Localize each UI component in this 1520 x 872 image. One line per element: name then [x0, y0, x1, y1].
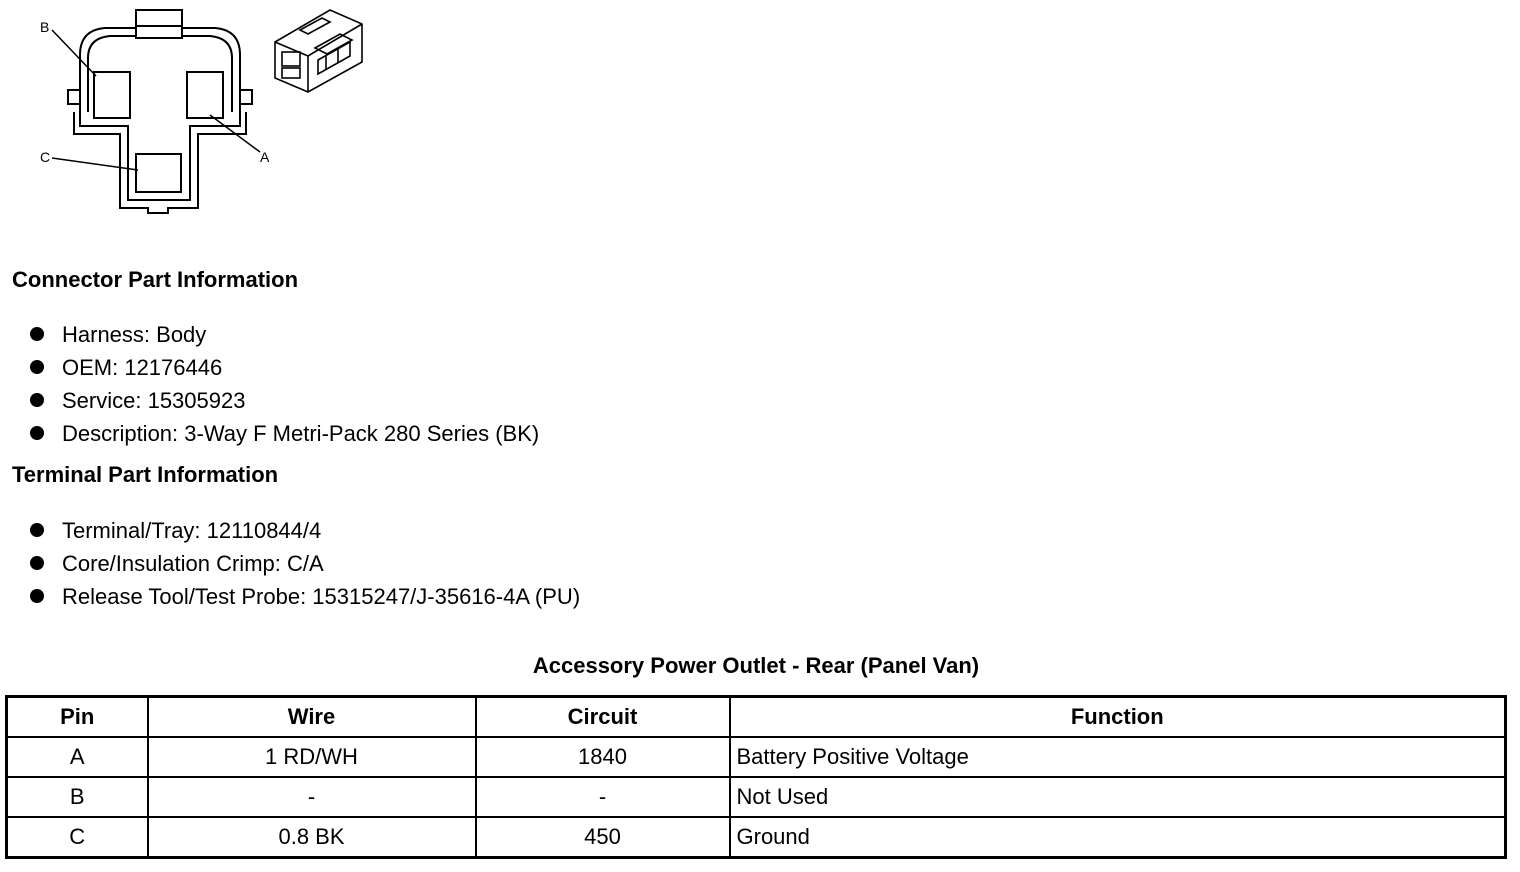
cell-function: Not Used	[730, 777, 1506, 817]
list-item	[30, 547, 580, 580]
header-pin: Pin	[7, 697, 148, 738]
list-item-text: Release Tool/Test Probe: 15315247/J-35616-4A (PU)	[62, 584, 581, 609]
table-row	[7, 777, 1506, 817]
list-item-text: Terminal/Tray: 12110844/4	[62, 518, 322, 543]
cell-wire: 0.8 BK	[148, 817, 476, 858]
cell-wire: -	[148, 777, 476, 817]
header-function: Function	[730, 697, 1506, 738]
cell-circuit: 450	[476, 817, 730, 858]
pinout-table-title: Accessory Power Outlet - Rear (Panel Van)	[532, 653, 980, 678]
callout-b: B	[40, 19, 50, 35]
list-item	[30, 580, 580, 613]
list-item-text: Harness: Body	[62, 322, 207, 347]
header-wire: Wire	[148, 697, 476, 738]
bullet-icon	[30, 327, 44, 341]
list-item	[30, 514, 580, 547]
terminal-part-info-heading: Terminal Part Information	[12, 462, 279, 487]
table-header-row	[7, 697, 1506, 738]
cell-function: Battery Positive Voltage	[730, 737, 1506, 777]
bullet-icon	[30, 589, 44, 603]
callout-a: A	[260, 149, 270, 165]
bullet-icon	[30, 393, 44, 407]
table-row	[7, 817, 1506, 858]
list-item	[30, 417, 539, 450]
callout-c: C	[40, 149, 51, 165]
bullet-icon	[30, 426, 44, 440]
list-item-text: Core/Insulation Crimp: C/A	[62, 551, 324, 576]
cell-circuit: -	[476, 777, 730, 817]
cell-function: Ground	[730, 817, 1506, 858]
list-item	[30, 318, 539, 351]
bullet-icon	[30, 556, 44, 570]
list-item-text: OEM: 12176446	[62, 355, 223, 380]
header-circuit: Circuit	[476, 697, 730, 738]
cell-wire: 1 RD/WH	[148, 737, 476, 777]
list-item	[30, 351, 539, 384]
list-item-text: Description: 3-Way F Metri-Pack 280 Series (BK)	[62, 421, 540, 446]
terminal-part-info-list	[30, 514, 580, 613]
connector-part-info-list	[30, 318, 539, 450]
connector-part-info-heading: Connector Part Information	[12, 267, 299, 292]
table-row	[7, 737, 1506, 777]
connector-isometric-image	[270, 5, 370, 100]
bullet-icon	[30, 523, 44, 537]
pinout-table	[5, 695, 1507, 859]
cell-circuit: 1840	[476, 737, 730, 777]
list-item	[30, 384, 539, 417]
cell-pin: A	[7, 737, 148, 777]
cell-pin: C	[7, 817, 148, 858]
bullet-icon	[30, 360, 44, 374]
list-item-text: Service: 15305923	[62, 388, 246, 413]
connector-face-diagram	[30, 5, 280, 220]
cell-pin: B	[7, 777, 148, 817]
